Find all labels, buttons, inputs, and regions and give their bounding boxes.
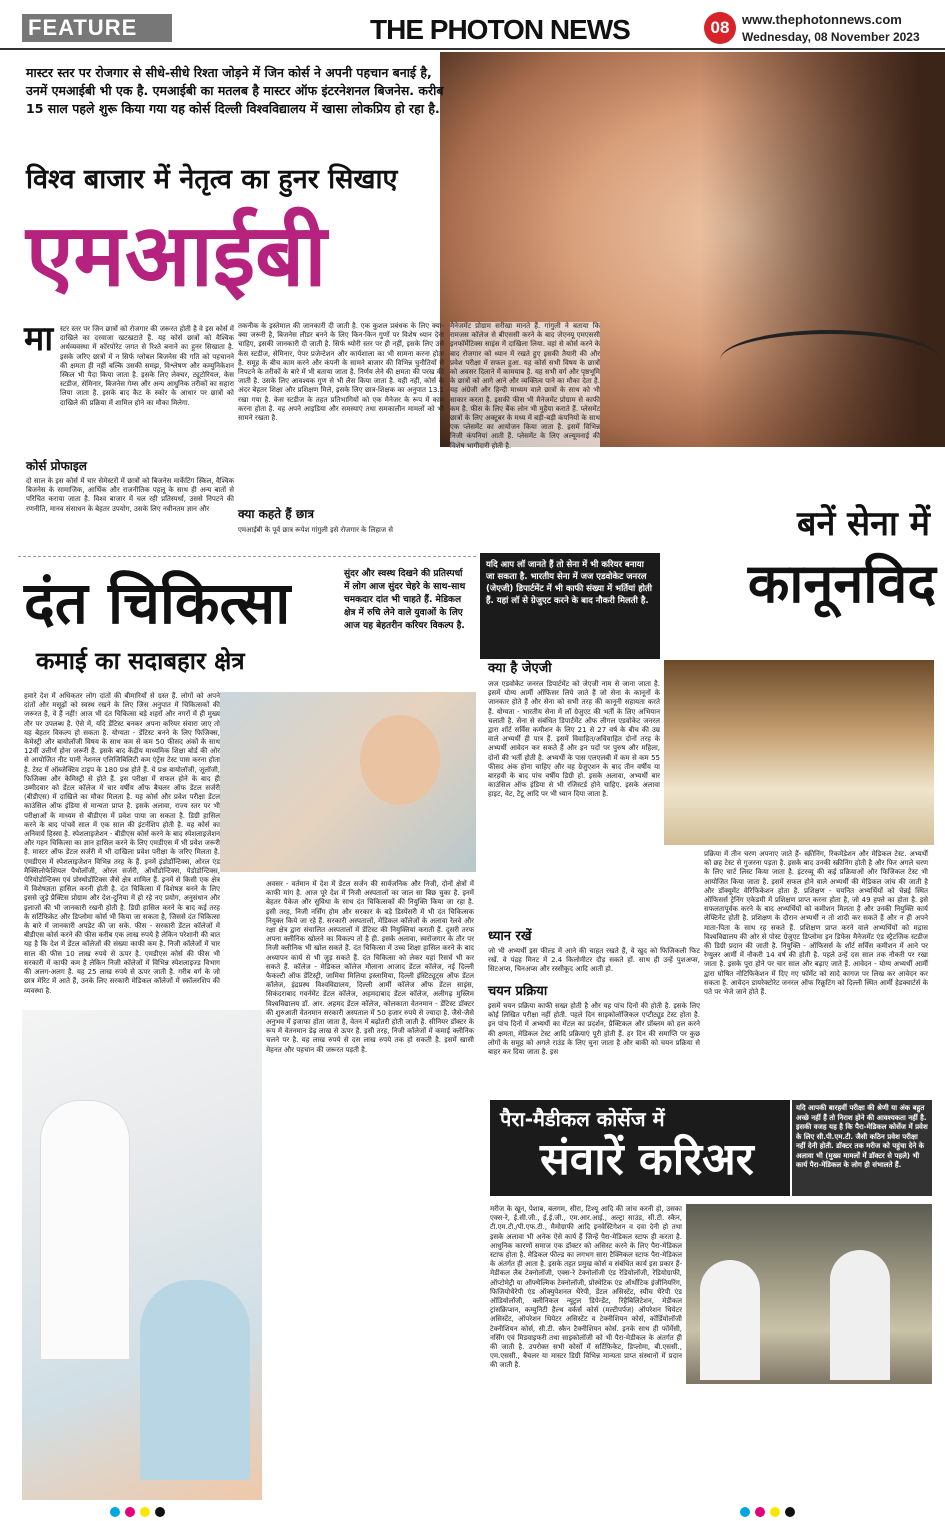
dentist-figure xyxy=(40,1100,130,1360)
army-selection-heading: चयन प्रक्रिया xyxy=(488,984,548,999)
dental-intro: सुंदर और स्वस्थ दिखने की प्रतिस्पर्धा में लोग आज सुंदर चेहरे के साथ-साथ चमकदार दांत भी चाहते हैं. मेडिकल क्षेत्र में रुचि लेने वाले युवाओं के लिए आज यह बेहतरीन करियर विकल्प है. xyxy=(344,569,466,631)
paramed-title-2: संवारें करिअर xyxy=(540,1134,754,1185)
registration-marks-right xyxy=(740,1502,800,1521)
mib-title: एमआईबी xyxy=(26,206,327,306)
mib-col3: मैनेजमेंट प्रोग्राम सरीखा मानते हैं. गांगुली ने बताया कि रामजस कॉलेज से बीएससी करने के बाद जेएनयू एमएससी इनफॉर्मेटिक्स साइंस में दाखिला लिया. वहां से कोर्स करने के बाद रोजगार को ध्यान में रखते हुए इसकी तैयारी की और प्रवेश परीक्षा में सफल हुआ. यह कोर्स सभी विषय के छात्रों को अवसर दिलाने में कामयाब है. यह सभी वर्ग और पृष्ठभूमि के छात्रों को आगे आने और व्यक्तित्व पाने का मौका देता है. यह अंग्रेजी और हिन्दी माध्यम वाले छात्रों के साथ को भी साकार करता है. इसकी फीस भी मैनेजमेंट प्रोग्राम से काफी कम है. फीस के लिए बैंक लोन भी मुहैया कराते हैं. प्लेसमेंट छात्रों के लिए अक्टूबर के मध्य में बड़ी-बड़ी कंपनियों के साथ एक प्लेसमेंट का आयोजन किया जाता है. इसमें विभिन्न निजी कंपनियां आती हैं. प्लेसमेंट के लिए अल्यूमनाई की विशेष भागीदारी होती है. xyxy=(450,322,600,537)
newspaper-title: THE PHOTON NEWS xyxy=(370,14,630,45)
paramed-body: मरीज के खून, पेशाब, बलगम, सीरा, टिश्यू आदि की जांच करनी हो, उसका एक्स-रे, ई.सी.जी., ई.ई.जी., एम.आर.आई., अल्ट्रा साउंड, सी.टी. स्कैन, टी.एम.टी./पी.एफ.टी., मैमोग्राफी आदि इनवेस्टिगेशन व दवा देनी हो तथा इसके अलावा भी अनेक ऐसे कार्य हैं जिन्हें पैरा-मेडिकल स्टाफ ही करता है. आधुनिक कारणों समाज एक डॉक्टर को असिस्ट करने के लिए पैरा-मेडिकल स्टाफ होता है. मेडिकल फील्ड का लगभग सारा टैक्निकल स्टाफ पैरा-मेडिकल के अंतर्गत ही आता है. इसके तहत प्रमुख कोर्स व संबंधित कार्य इस प्रकार हैं- मेडीकल लैब टेक्नोलॉजी, एक्स-रे टेक्नोलॉजी एंड रेडियोलॉजी, रेडियोग्राफी, ऑप्टोमेट्री या ऑफ्थैल्मिक टेक्नोलॉजी, प्रोस्थेटिक एंड ऑर्थोटिक इंजीनियरिंग, फिजियोथैरेपी एंड ऑक्युपेशनल थैरेपी, डेंटल असिस्टेंट, स्पीच थैरेपी एंड ऑडियोलॉजी, क्लीनिकल न्यूट्रल डिपेन्डेंट, रिहैबिलिटेशन, मेडीकल ट्रांसक्रिप्शन, कम्युनिटी हैल्थ वर्कर्स कोर्स (मल्टीपर्पज) ऑपरेशन थियेटर असिस्टेंट, ऑपरेशन थियेटर असिस्टेंट व टेक्नीशियन कोर्स, कॉर्डियोलॉजी टेक्नीशियन कोर्स, सी.टी. स्कैन टैक्नीशियन कोर्स. इनके साथ ही फॉर्मेसी, नर्सिंग एवं मिडवाइफरी तथा साइकोलॉजी को भी पैरा-मेडीकल के अंतर्गत ही की जाती है. उपरोक्त सभी कोर्सों में सर्टिफिकेट, डिप्लोमा, बी.एससी., एम.एससी., बैचलर या मास्टर डिग्री विभिन्न मान्यता प्राप्त संस्थानों में प्रदान की जाती है. xyxy=(490,1205,682,1370)
dental-col1: हमारे देश में अधिकतर लोग दांतों की बीमारियों से ग्रस्त हैं. लोगों को अपने दांतों और मसूढ़ों को स्वस्थ रखने के लिए जिस अनुपात में चिकित्सकों की जरूरत है, वे हैं नहीं! आज भी दंत चिकित्सा बड़े शहरों और नगरों में ही मुख्य तौर पर उपलब्ध है. ऐसे में, यदि डेंटिस्ट बनकर अपना करियर संवारा जाए तो यह बेहतर विकल्प हो सकता है. योग्यता - डेंटिस्ट बनने के लिए फिजिक्स, केमेस्ट्री और बायोलॉजी विषय के साथ कम से कम 50 फीसद अंकों के साथ 12वीं उत्तीर्ण होना जरूरी है. इसके बाद केंद्रीय माध्यमिक शिक्षा बोर्ड की ओर से आयोजित नीट यानी नेशनल एलिजिबिलिटी कम एंट्रेंस टेस्ट पास करना होता है. टेस्ट में ऑब्जेक्टिव टाइप के 180 प्रश्न होते हैं. ये प्रश्न बायोलॉजी, जूलॉजी, फिजिक्स और केमिस्ट्री से होते हैं. इस परीक्षा में सफल होने के बाद ही उम्मीदवार को डेंटल कॉलेज में चार वर्षीय ऑफ बैचलर ऑफ डेंटल सर्जरी (बीडीएस) में दाखिले का मौका मिलता है. यह कोर्स और प्रवेश परीक्षा डेंटल काउंसिल ऑफ इंडिया से मान्यता प्राप्त है. इसके अलावा, राज्य स्तर पर भी परीक्षाओं के माध्यम से बीडीएस में प्रवेश पाया जा सकता है. डिग्री हासिल करने के बाद पांचवें साल में एक साल की इंटर्नशिप होती है. यह कोर्स का अनिवार्य हिस्सा है. स्पेशलाइजेशन - बीडीएस कोर्स करने के बाद स्पेशलाइजेशन और गहन चिकित्सा का ज्ञान हासिल करने के लिए एमडीएस में भी प्रवेश जरूरी है. मास्टर ऑफ डेंटल सर्जरी में भी दाखिला प्रवेश परीक्षा के जरिए मिलता है. एमडीएस में स्पेशलाइजेशन विभिन्न तरह के हैं. इनमें इंडोडॉन्टिक्स, ओरल एंड मैक्सिलोफेशियल पैथोलॉजी, ओरल सर्जरी, ऑर्थोडोन्टिक्स, पेडोडोन्टिक्स, पेरियोडोन्टिक्स एवं प्रोस्थोडोंटिक्स जैसे क्षेत्र शामिल हैं. इनमें से किसी एक क्षेत्र में विशेषज्ञता हासिल करनी होती है. दंत चिकित्सा में विशेषज्ञ बनने के लिए इससे जुड़े प्रैक्टिस प्रोग्राम और देश-दुनिया में हो रहे नए प्रयोग, अनुसंधान और इलाजों की भी जानकारी रखनी होती है. डिग्री हासिल करने के बाद कई तरह के सर्टिफिकेट और डिप्लोमा कोर्स भी किया जा सकता है, जिससे दंत चिकित्सा के बारे में जानकारी अपडेट की जा सके. फीस - सरकारी डेंटल कॉलेजों में बीडीएस कोर्स करने की फीस करीब एक लाख रुपये है लेकिन परेशानी की बात यह है कि देश में डेंटल कॉलेजों की संख्या काफी कम है. निजी कॉलेजों में चार साल की फीस 10 लाख रुपये से ऊपर है. एमडीएस कोर्स की फीस भी सरकारी में काफी कम है लेकिन निजी कॉलेजों में विभिन्न स्पेशलाइज्ड विभाग की अलग-अलग है. यह 25 लाख रुपये से ऊपर जाती है. गरीब वर्ग के जो छात्र मेरिट में आते हैं, उनके लिए सरकारी मेडिकल कॉलेजों में स्कॉलरशिप की व्यवस्था है. xyxy=(24,692,220,995)
section-label: FEATURE xyxy=(22,14,172,42)
army-title-1: बनें सेना में xyxy=(797,504,930,544)
lab-figure-1 xyxy=(700,1260,760,1380)
issue-date: Wednesday, 08 November 2023 xyxy=(742,30,920,44)
mib-dropcap: मा xyxy=(24,319,54,359)
registration-marks xyxy=(110,1502,170,1521)
website-link[interactable]: www.thephotonnews.com xyxy=(742,12,902,27)
army-title-2: कानूनविद xyxy=(747,552,936,615)
army-jag-heading: क्या है जेएजी xyxy=(488,661,552,676)
army-col1: जज एडवोकेट जनरल डिपार्टमेंट को जेएजी नाम से जाना जाता है. इसमें योग्य आर्मी ऑफिसर लिये जाते हैं जो सेना के कानूनों के जानकार होते हैं और सेना को सभी तरह की कानूनी सहायता करते हैं. योग्यता - भारतीय सेना में लॉ ग्रेजुएट की भर्ती के लिए अभियान चलाती है. सेना से संबंधित डिपार्टमेंट ऑफ लीगल एडवोकेट जनरल द्वारा शॉर्ट सर्विस कमीशन के लिए 21 से 27 वर्ष के बीच की उम्र वाले अभ्यर्थी ही पात्र हैं. इसमें विवाहित/अविवाहित दोनों तरह के अभ्यर्थी आवेदन कर सकते हैं और इन पदों पर पुरुष और महिला, दोनों की भर्ती होती है. अभ्यर्थी के पास एलएलबी में कम से कम 55 फीसद अंक होना चाहिए और वह ग्रेजुएशन के बाद तीन वर्षीय या बारहवीं के बाद पांच वर्षीय डिग्री हो. इसके अलावा, अभ्यर्थी बार काउंसिल ऑफ इंडिया से भी रजिस्टर्ड होने चाहिए. इसके अलावा हाइट, वेट, टैटू आदि पर भी ध्यान दिया जाता है. xyxy=(488,680,660,799)
headset-mic xyxy=(720,330,940,390)
mib-col2b: एमआईबी के पूर्व छात्र रूपेश गांगुली इसे रोजगार के लिहाज से xyxy=(238,526,394,534)
dental-title-1: दंत चिकित्सा xyxy=(24,569,291,637)
lab-figure-2 xyxy=(830,1250,890,1380)
patient-face xyxy=(360,715,440,805)
page-number: 08 xyxy=(704,12,736,44)
mib-profile-heading: कोर्स प्रोफाइल xyxy=(26,459,87,473)
army-col1c: इसमें चयन प्रक्रिया काफी सख्त होती है और यह पांच दिनों की होती है. इसके लिए कोई लिखित परीक्षा नहीं होती. पहले दिन साइकोलॉजिकल एप्टीट्यूड टेस्ट होता है. इन पांच दिनों में अभ्यर्थी का मेंटल का प्रदर्शन, प्रैक्टिकल और प्रॉब्लम को हल करने की क्षमता, मेडिकल टेस्ट आदि प्रक्रियाएं पूरी होती हैं. हर दिन की समाप्ति पर कुछ लोगों के समूह को अगले राउंड के लिए चुना जाता है और बाकी को चयन प्रक्रिया से बाहर कर दिया जाता है. इस xyxy=(488,1002,700,1057)
patient-figure xyxy=(140,1280,250,1480)
mib-col1: स्टर स्तर पर जिन छात्रों को रोजगार की जरूरत होती है वे इस कोर्स में दाखिले का दरवाजा खटखटाते हैं. यह कोर्स छात्रों को वैश्विक अर्थव्यवस्था में कॉरपोरेट जगत से रिश्ते बनाने का हुनर सिखाता है. इसके जरिए छात्रों में न सिर्फ ग्लोबल बिजनेस की गति को पहचानने की क्षमता ही नहीं बल्कि उसकी समझ, विश्लेषण और कम्युनिकेशन स्किल भी पैदा किया जाता है. इसके लिए लेक्चर, ट्यूटोरियल, केस स्टडीज, सेमिनार, बिजनेस गेम्स और अन्य आधुनिक तरीकों का सहारा लिया जाता है. इसके बाद कैट के स्कोर के आधार पर छात्रों को दाखिले की प्रक्रिया में शामिल होने का मौका मिलेगा. xyxy=(60,325,234,407)
paramed-intro: यदि आपकी बारहवीं परीक्षा की श्रेणी या अंक बहुत अच्छे नहीं हैं तो निराश होने की आवश्यकता नहीं है. इसकी वजह यह है कि पैरा-मेडिकल कोर्सेज में प्रवेश के लिए सी.पी.एम.टी. जैसी कठिन प्रवेश परीक्षा नहीं देनी होती. डॉक्टर तक मरीज को पहुंचा देने के अलावा भी (मुख्य मामलों में डॉक्टर से पहले) भी कार्य पैरा-मेडिकल के लोग ही संभालते हैं. xyxy=(792,1100,932,1196)
army-col2: प्रक्रिया में तीन चरण अपनाए जाते हैं- स्क्रीनिंग, रिकमेंडेशन और मेडिकल टेस्ट. अभ्यर्थी को छह टेस्ट से गुजरना पड़ता है. इसके बाद उनकी स्क्रीनिंग होती है और फिर अगले चरण के लिए चार्ट लिस्ट किया जाता है. इंटरव्यू की कई प्रक्रियाओं और फिजिकल टेस्ट भी आयोजित किया जाता है. इसमें सफल होने वाले अभ्यर्थी की मेडिकल जांच की जाती है और डॉक्यूमेंट वेरिफिकेशन होता है. प्रशिक्षण - चयनित अभ्यर्थियों को चेन्नई स्थित ऑफिसर्स ट्रेनिंग एकेडमी में प्रशिक्षण प्राप्त करना होता है, जो 49 हफ्ते का होता है. इसे सफलतापूर्वक करने के बाद अभ्यर्थियों को कमीशन मिलता है और उनकी नियुक्ति कार्य लेफ्टिनेंट होती है. प्रशिक्षण के दौरान अभ्यर्थी न तो शादी कर सकते हैं और न ही अपने माता-पिता के साथ रह सकते हैं. प्रशिक्षण प्राप्त करने वाले अभ्यर्थियों को मद्रास विश्वविद्यालय की ओर से पोस्ट ग्रेजुएट डिप्लोमा इन डिफेंस मैनेजमेंट एंड स्ट्रैटजिक स्टडीज की डिग्री प्रदान की जाती है. नियुक्ति - ऑफिसर्स के शॉर्ट सर्विस कमीशन में आने पर रेग्युलर आर्मी में नौकरी 14 वर्ष की होती है. पहले उन्हें दस साल तक नौकरी पर रखा जाता है. इसके पूरा होने पर चार साल और बढ़ाए जाते हैं. आवेदन - योग्य अभ्यर्थी आर्मी द्वारा घोषित नोटिफिकेशन में दिए गए फॉर्मेट को सादे कागज पर लिख कर आवेदन कर सकता है. आवेदन डायरेक्टोरेट जनरल ऑफ रिक्रूटिंग को दिल्ली स्थित आर्मी हेडक्वार्टर्स के पते पर भेजे जाने होते हैं. xyxy=(704,850,928,997)
dental-checkup-photo xyxy=(220,692,476,872)
dental-title-2: कमाई का सदाबहार क्षेत्र xyxy=(36,647,245,675)
dental-col1-cont xyxy=(24,872,262,1007)
dental-col2: अवसर - वर्तमान में देश में डेंटल सर्जन की सार्वजनिक और निजी, दोनों क्षेत्रों में काफी मांग है. आज पूरे देश में निजी अस्पतालों का जाल सा बिछ चुका है. इनमें बेहतर पैकेज और सुविधा के साथ दंत चिकित्सकों की नियुक्ति किया जा रहा है. इसी तरह, निजी नर्सिंग होम और सरकार के बड़े डिस्पेंसरी में भी दंत चिकित्सक नियुक्त किये जा रहे हैं. सरकारी अस्पतालों, मेडिकल कॉलेजों के अलावा रेलवे और रक्षा क्षेत्र द्वारा संचालित अस्पतालों में डेंटिस्ट की नियुक्तियां कराती हैं. दूसरी तरफ अपना क्लीनिक खोलने का विकल्प तो है ही. इसके अलावा, स्वरोजगार के तौर पर निजी क्लीनिक भी खोल सकते हैं. दंत चिकित्सा में उच्च शिक्षा हासिल करने के बाद अध्यापन कार्य से भी जुड़ सकते हैं. दंत चिकित्सा को लेकर यहां रिसर्च भी कर सकते हैं. कॉलेज - मेडिकल कॉलेज मौलाना आजाद डेंटल कॉलेज, नई दिल्ली फैकल्टी ऑफ डेंटिस्ट्री, जामिया मिलिया इस्लामिया, दिल्ली इंस्टिट्यूट्स ऑफ डेंटल कॉलेज, इंद्रप्रस्थ विश्वविद्यालय, दिल्ली आर्मी कॉलेज ऑफ डेंटल साइंस, सिकंदराबाद गवर्नमेंट डेंटल कॉलेज, अहमदाबाद डेंटल कॉलेज, अलीगढ़ मुस्लिम विश्वविद्यालय डॉ. आर. अहमद डेंटल कॉलेज, कोलकाता वेतनमान - डेंटिस्ट डॉक्टर की शुरुआती वेतनमान सरकारी अस्पताल में 50 हजार रुपये से ज्यादा है. जैसे-जैसे अनुभव में इजाफा होता जाता है, वेतन में बढ़ोतरी होती जाती है. सीनियर डॉक्टर के रूप में वेतनमान डेढ़ लाख से ऊपर है. इसी तरह, निजी कॉलेजों में कमाई क्लीनिक चलने पर है. यह लाख रुपये से दस लाख रुपये तक हो सकती है. इसमें खासी मेहनत और पहचान की जरूरत पड़ती है. xyxy=(266,880,474,1054)
mib-kicker: विश्व बाजार में नेतृत्व का हुनर सिखाए xyxy=(26,164,398,195)
army-col1b: जो भी अभ्यर्थी इस फील्ड में आने की चाहत रखते हैं, वे खुद को फिजिकली फिट रखें. वे पंद्रह मिनट में 2.4 किलोमीटर दौड़ सकते हों. साथ ही उन्हें पुशअप्स, सिटअप्स, चिनअप्स और रस्सीकूद आदि आती हो. xyxy=(488,947,700,974)
paramed-title-1: पैरा-मैडीकल कोर्सेज में xyxy=(500,1107,665,1131)
army-attention-heading: ध्यान रखें xyxy=(488,929,532,944)
mib-col2: तकनीक के इस्तेमाल की जानकारी दी जाती है. एक कुशल प्रबंधक के लिए क्या-क्या जरूरी है, बिजनेस लीडर बनने के लिए किन-किन गुणों पर विशेष ध्यान देना चाहिए, इसकी जानकारी दी जाती है. सिर्फ थ्योरी स्तर पर ही नहीं, इसके लिए उसे केस स्टडीज, सेमिनार, पेपर प्रजेन्टेशन और कार्यशाला का भी सामना करना होता है. समूह के बीच काम करने और कंपनी के सामने बाजार की विभिन्न चुनौतियों से निपटने के तरीकों के बारे में भी बताया जाता है. निर्णय लेने की क्षमता की परख की जाती है. उसके लिए आवश्यक गुण से भी लैस किया जाता है. यही नहीं, कोर्स के अंदर बेहतर शिक्षा और प्रशिक्षण मिले, इसके लिए छात्र-शिक्षक का अनुपात 13.1 रखा गया है. केस स्टडीज के तहत प्रतिभागियों को एक मैनेजर के रूप में काम करना होता है. वह अपने आइडिया और समस्याएं तथा समकालीन मामलों को भी सामने रखता है. xyxy=(238,322,444,423)
army-intro: यदि आप लॉ जानते हैं तो सेना में भी करियर बनाया जा सकता है. भारतीय सेना में जज एडवोकेट जनरल (जेएजी) डिपार्टमेंट में भी काफी संख्या में भर्तियां होती हैं. यहां लॉ से ग्रेजुएट करने के बाद नौकरी मिलती है. xyxy=(480,553,660,659)
mib-students-heading: क्या कहते हैं छात्र xyxy=(238,507,314,521)
army-col1-full xyxy=(488,862,700,922)
mib-col1b: दो साल के इस कोर्स में चार सेमेस्टरों में छात्रों को बिजनेस मार्केटिंग स्किल, वैश्विक बिजनेस के सामाजिक, आर्थिक और राजनीतिक पहलू के साथ ही अन्य बातों से परिचित कराया जाता है. विश्व बाजार में चल रही प्रतिस्पर्धा, उससे निपटने की रणनीति, मानव संसाधन के बेहतर उपयोग, उसके लिए नवीनतम ज्ञान और xyxy=(26,477,234,513)
mib-intro: मास्टर स्तर पर रोजगार से सीधे-सीधे रिश्ता जोड़ने में जिन कोर्स ने अपनी पहचान बनाई है, उनमें एमआईबी भी एक है. एमआईबी का मतलब है मास्टर ऑफ इंटरनेशनल बिजनेस. करीब 15 साल पहले शुरू किया गया यह कोर्स दिल्ली विश्वविद्यालय में खासा लोकप्रिय हो रहा है. xyxy=(26,65,444,116)
law-books-photo xyxy=(664,660,934,845)
mib-col1-cont xyxy=(26,365,234,455)
